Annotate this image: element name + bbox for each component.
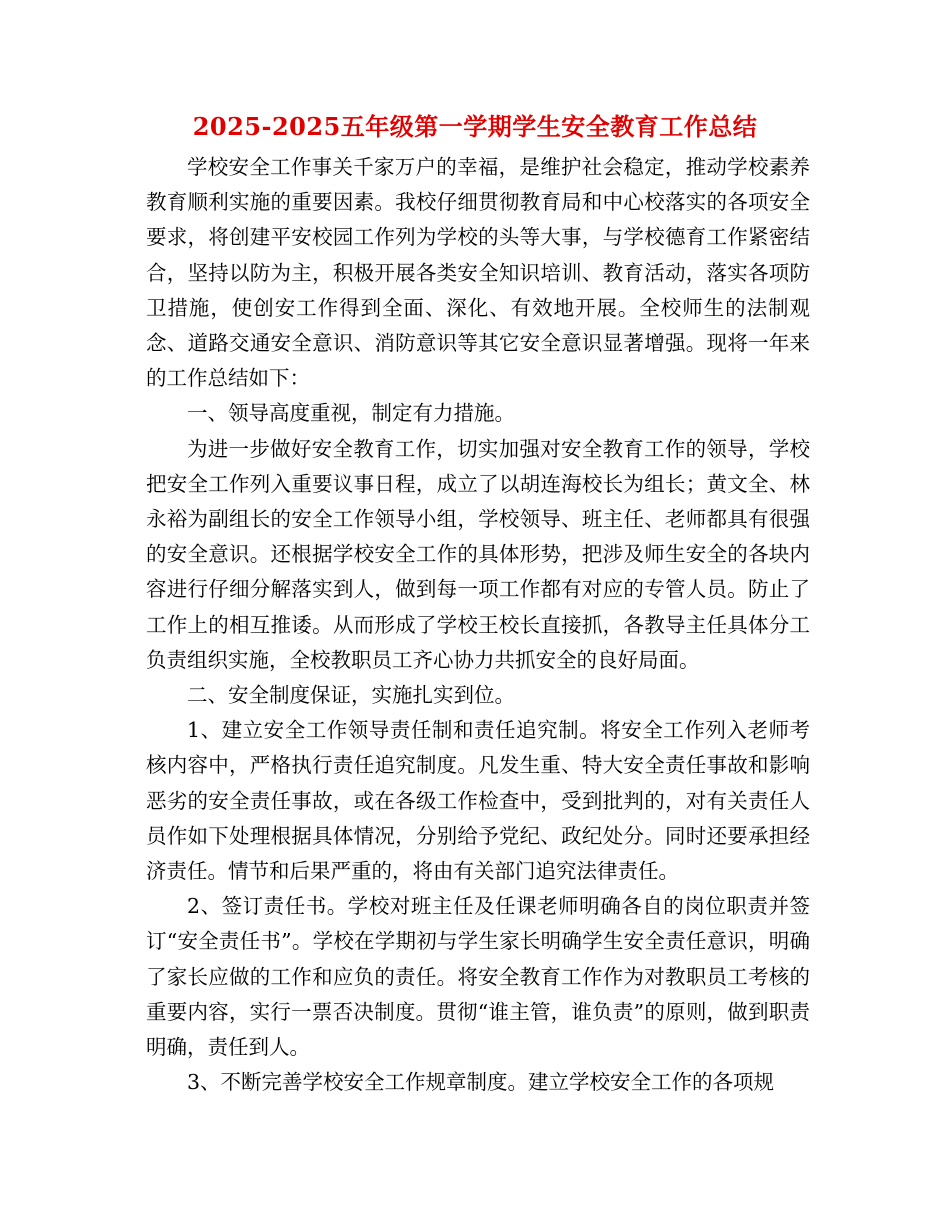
document-title: 2025-2025五年级第一学期学生安全教育工作总结 (192, 112, 758, 141)
paragraph-item-1: 1、建立安全工作领导责任制和责任追究制。将安全工作列入老师考核内容中，严格执行责任追究制度。凡发生重、特大安全责任事故和影响恶劣的安全责任事故，或在各级工作检查中，受到批判的，对有关责任人员作如下处理根据具体情况，分别给予党纪、政纪处分。同时还要承担经济责任。情节和后果严重的，将由有关部门追究法律责任。 (146, 718, 810, 884)
paragraph-intro: 学校安全工作事关千家万户的幸福，是维护社会稳定，推动学校素养教育顺利实施的重要因素。我校仔细贯彻教育局和中心校落实的各项安全要求，将创建平安校园工作列为学校的头等大事，与学校德育工作紧密结合，坚持以防为主，积极开展各类安全知识培训、教育活动，落实各项防卫措施，使创安工作得到全面、深化、有效地开展。全校师生的法制观念、道路交通安全意识、消防意识等其它安全意识显著增强。现将一年来的工作总结如下： (146, 155, 810, 391)
heading-section-2: 二、安全制度保证，实施扎实到位。 (187, 683, 515, 708)
paragraph-item-3: 3、不断完善学校安全工作规章制度。建立学校安全工作的各项规 (187, 1070, 775, 1095)
document-body (146, 150, 810, 1100)
heading-section-1: 一、领导高度重视，制定有力措施。 (187, 401, 515, 426)
paragraph-item-2: 2、签订责任书。学校对班主任及任课老师明确各自的岗位职责并签订“安全责任书”。学校在学期初与学生家长明确学生安全责任意识，明确了家长应做的工作和应负的责任。将安全教育工作作为对教职员工考核的重要内容，实行一票否决制度。贯彻“谁主管，谁负责”的原则，做到职责明确，责任到人。 (146, 894, 810, 1060)
paragraph-section-1: 为进一步做好安全教育工作，切实加强对安全教育工作的领导，学校把安全工作列入重要议事日程，成立了以胡连海校长为组长；黄文全、林永裕为副组长的安全工作领导小组，学校领导、班主任、老师都具有很强的安全意识。还根据学校安全工作的具体形势，把涉及师生安全的各块内容进行仔细分解落实到人，做到每一项工作都有对应的专管人员。防止了工作上的相互推诿。从而形成了学校王校长直接抓，各教导主任具体分工负责组织实施，全校教职员工齐心协力共抓安全的良好局面。 (146, 436, 810, 672)
